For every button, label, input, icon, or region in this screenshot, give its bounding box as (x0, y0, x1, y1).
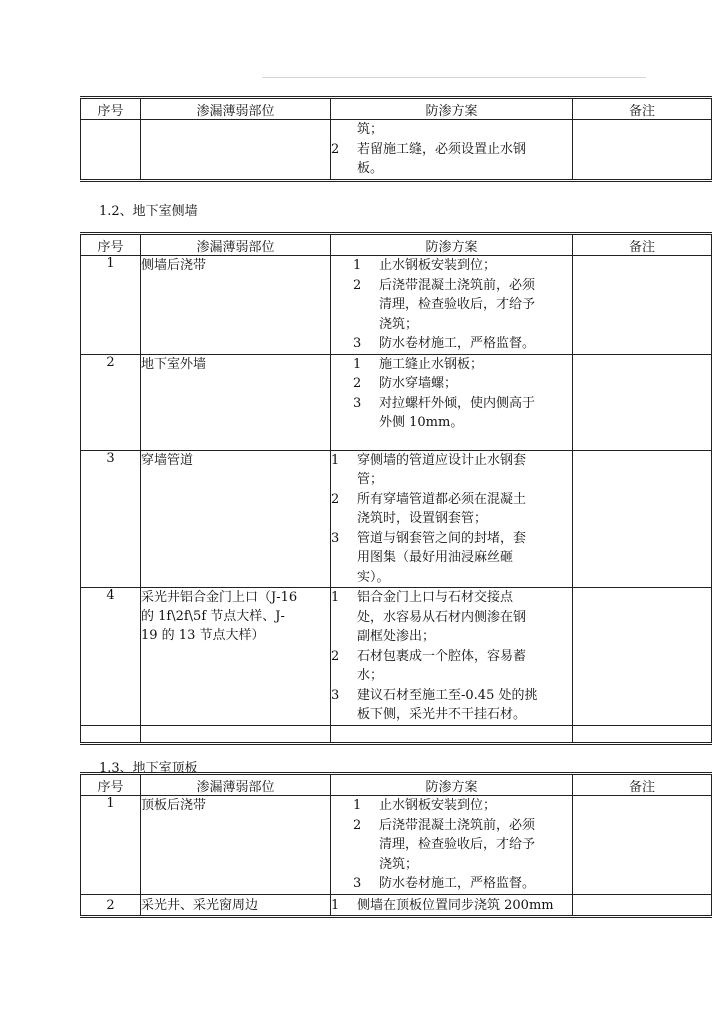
header-scheme: 防渗方案 (331, 774, 573, 796)
table-roof-slab (80, 772, 712, 918)
scheme-item-text: 板。 (357, 161, 384, 176)
scheme-line (331, 608, 572, 628)
section-title-side-wall: 1.2、地下室侧墙 (99, 204, 198, 219)
scheme-item-number: 3 (331, 530, 340, 546)
scheme-item-text: 后浇带混凝土浇筑前，必须 (379, 277, 536, 293)
table-side-wall (80, 232, 712, 745)
table-row (81, 588, 712, 726)
table-row (81, 894, 712, 917)
scheme-item-text: 止水钢板安装到位； (379, 258, 497, 273)
header-no: 序号 (81, 774, 141, 796)
scheme-line (331, 796, 572, 816)
scheme-item-text: 防水卷材施工，严格监督。 (379, 336, 536, 351)
scheme-item-number: 1 (353, 258, 362, 273)
scheme-item-text: 外侧 10mm。 (379, 415, 464, 430)
remark-cell (573, 450, 712, 588)
section-title-roof-slab: 1.3、地下室顶板 (99, 761, 198, 776)
scheme-item-text: 管； (357, 472, 384, 487)
scheme-item-text: 若留施工缝，必须设置止水钢 (357, 141, 527, 157)
scheme-item-text: 筑； (357, 122, 384, 137)
scheme-item-text: 清理，检查验收后，才给予 (379, 297, 536, 312)
scheme-item-number: 2 (331, 491, 340, 507)
scheme-line (331, 627, 572, 647)
scheme-item-number: 3 (353, 876, 362, 891)
scheme-line (331, 686, 572, 706)
remark-cell (573, 796, 712, 895)
scheme-line (331, 548, 572, 568)
leak-part-line: 19 的 13 节点大样） (141, 628, 265, 643)
scheme-line (331, 334, 572, 354)
scheme-line (331, 470, 572, 490)
scheme-line (331, 120, 572, 140)
header-part: 渗漏薄弱部位 (141, 234, 331, 256)
remark-cell (573, 588, 712, 726)
leak-part: 采光井、采光窗周边 (141, 894, 331, 917)
scheme-cell (331, 354, 573, 450)
table-row (81, 256, 712, 355)
scheme-line (331, 256, 572, 276)
scheme-line (331, 896, 572, 916)
remark-cell (573, 894, 712, 917)
scheme-item-text: 管道与钢套管之间的封堵，套 (357, 530, 527, 546)
scheme-item-number: 1 (353, 798, 362, 813)
scheme-item-text: 后浇带混凝土浇筑前，必须 (379, 817, 536, 833)
header-scheme: 防渗方案 (331, 234, 573, 256)
scheme-item-text: 防水穿墙螺； (379, 376, 458, 391)
scheme-line (331, 355, 572, 375)
scheme-line (331, 374, 572, 394)
row-number: 2 (81, 894, 141, 917)
scheme-line (331, 490, 572, 510)
scheme-line (331, 705, 572, 725)
scheme-item-text: 浇筑； (379, 316, 419, 332)
scheme-line (331, 509, 572, 529)
header-remark: 备注 (573, 98, 712, 120)
leak-part: 侧墙后浇带 (141, 256, 331, 355)
leak-part (141, 588, 331, 726)
scheme-item-text: 所有穿墙管道都必须在混凝土 (357, 491, 527, 507)
scheme-cell (331, 120, 573, 181)
scheme-line (331, 835, 572, 855)
header-part: 渗漏薄弱部位 (141, 98, 331, 120)
scheme-item-text: 浇筑； (379, 856, 419, 872)
header-remark: 备注 (573, 234, 712, 256)
row-number: 1 (81, 796, 141, 895)
scheme-line (331, 855, 572, 875)
row-number: 2 (81, 354, 141, 450)
scheme-item-number: 2 (353, 376, 362, 391)
scheme-item-text: 穿侧墙的管道应设计止水钢套 (357, 452, 527, 468)
scheme-line (331, 295, 572, 315)
scheme-line (331, 816, 572, 836)
table-row (81, 354, 712, 450)
scheme-line (331, 568, 572, 588)
scheme-item-number: 1 (331, 590, 340, 605)
remark-cell (573, 256, 712, 355)
header-part: 渗漏薄弱部位 (141, 774, 331, 796)
leak-part: 地下室外墙 (141, 354, 331, 450)
scheme-item-text: 板下侧，采光井不干挂石材。 (357, 707, 527, 722)
row-number: 1 (81, 256, 141, 355)
header-no: 序号 (81, 98, 141, 120)
scheme-line (331, 159, 572, 179)
scheme-item-number: 3 (353, 395, 362, 411)
scheme-item-text: 处，水容易从石材内侧渗在钢 (357, 609, 527, 625)
table-continuation (80, 96, 712, 182)
scheme-item-number: 3 (331, 687, 340, 703)
scheme-cell (331, 796, 573, 895)
table-row (81, 796, 712, 895)
header-rule (262, 77, 646, 78)
leak-part-line: 采光井铝合金门上口（J-16 (141, 590, 298, 605)
scheme-line (331, 315, 572, 335)
scheme-line (331, 276, 572, 296)
scheme-line (331, 451, 572, 471)
row-number: 3 (81, 450, 141, 588)
scheme-item-text: 浇筑时，设置钢套管； (357, 511, 488, 526)
scheme-item-number: 2 (331, 648, 340, 664)
scheme-line (331, 413, 572, 433)
scheme-item-text: 止水钢板安装到位； (379, 798, 497, 813)
table-row (81, 450, 712, 588)
scheme-cell (331, 256, 573, 355)
scheme-item-text: 建议石材至施工至-0.45 处的挑 (357, 687, 538, 703)
header-no: 序号 (81, 234, 141, 256)
scheme-item-number: 3 (353, 336, 362, 351)
scheme-item-text: 施工缝止水钢板； (379, 356, 484, 372)
scheme-item-text: 用图集（最好用油浸麻丝砸 (357, 550, 514, 565)
leak-part: 顶板后浇带 (141, 796, 331, 895)
scheme-line (331, 874, 572, 894)
scheme-item-number: 2 (353, 277, 362, 293)
scheme-line (331, 588, 572, 608)
leak-part: 穿墙管道 (141, 450, 331, 588)
scheme-item-text: 石材包裹成一个腔体，容易蓄 (357, 648, 527, 664)
scheme-item-number: 1 (353, 356, 362, 372)
scheme-item-text: 副框处渗出； (357, 629, 436, 644)
scheme-item-text: 侧墙在顶板位置同步浇筑 200mm (357, 897, 554, 913)
scheme-cell (331, 588, 573, 726)
scheme-item-text: 防水卷材施工，严格监督。 (379, 876, 536, 891)
scheme-line (331, 394, 572, 414)
remark-cell (573, 354, 712, 450)
scheme-item-number: 1 (331, 452, 340, 468)
scheme-item-number: 2 (331, 141, 340, 157)
scheme-line (331, 666, 572, 686)
scheme-line (331, 529, 572, 549)
scheme-item-text: 清理，检查验收后，才给予 (379, 837, 536, 852)
table-row (81, 120, 712, 181)
scheme-item-number: 1 (331, 897, 340, 913)
scheme-item-text: 对拉螺杆外倾，使内侧高于 (379, 395, 536, 411)
scheme-item-number: 2 (353, 817, 362, 833)
scheme-item-text: 水； (357, 668, 384, 683)
scheme-line (331, 647, 572, 667)
scheme-cell (331, 450, 573, 588)
header-scheme: 防渗方案 (331, 98, 573, 120)
scheme-line (331, 140, 572, 160)
table-row-empty (81, 725, 712, 743)
leak-part-line: 的 1f\2f\5f 节点大样、J- (141, 609, 285, 624)
scheme-cell (331, 894, 573, 917)
scheme-item-text: 实）。 (357, 569, 390, 585)
scheme-item-text: 铝合金门上口与石材交接点 (357, 590, 514, 605)
row-number: 4 (81, 588, 141, 726)
header-remark: 备注 (573, 774, 712, 796)
